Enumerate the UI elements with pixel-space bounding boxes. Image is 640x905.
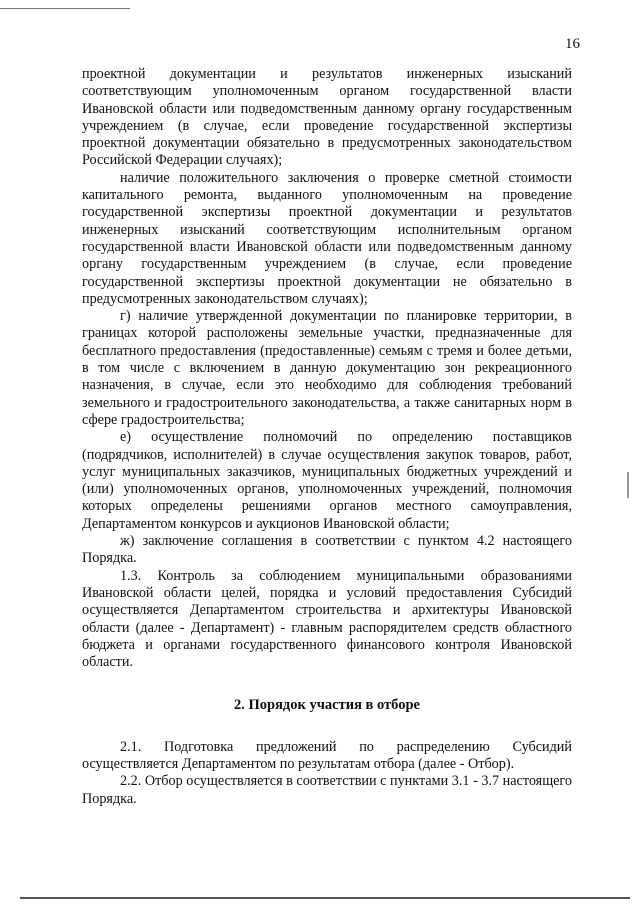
margin-mark [627, 472, 629, 498]
paragraph-2-2: 2.2. Отбор осуществляется в соответствии с пунктами 3.1 - 3.7 настоящего Порядка. [82, 773, 572, 807]
scan-artifact-bottom [20, 897, 630, 899]
paragraph-1-3: 1.3. Контроль за соблюдением муниципальными образованиями Ивановской области целей, порядка и условий предоставления Субсидий осуществляется Департаментом строительства и архитектуры Ивановской области (далее - Департамент) - главным распорядителем средств областного бюджета и органами государственного финансового контроля Ивановской области. [82, 567, 572, 671]
document-text [82, 66, 572, 808]
paragraph-item-e: е) осуществление полномочий по определению поставщиков (подрядчиков, исполнителей) в случае осуществления закупок товаров, работ, услуг муниципальных заказчиков, муниципальных бюджетных учреждений и (или) уполномоченных органов, уполномоченных учреждений, полномочия которых определены решениями органов местного самоуправления, Департаментом конкурсов и аукционов Ивановской области; [82, 429, 572, 532]
scan-artifact-top [0, 8, 130, 9]
paragraph-item-g: г) наличие утвержденной документации по планировке территории, в границах которой расположены земельные участки, предназначенные для бесплатного предоставления (предоставленные) семьям с тремя и более детьми, в том числе с включением в данную документацию зон рекреационного назначения, в случае, если это необходимо для соблюдения требований земельного и градостроительного законодательства, а также санитарных норм в сфере градостроительства; [82, 308, 572, 428]
page-number: 16 [565, 36, 580, 52]
paragraph-estimate-conclusion: наличие положительного заключения о проверке сметной стоимости капитального ремонта, выданного уполномоченным на проведение государственной экспертизы проектной документации и результатов инженерных изысканий соответствующим исполнительным органом государственной власти Ивановской области или подведомственным данному органу государственным учреждением (в случае, если проведение государственной экспертизы проектной документации не обязательно в предусмотренных законодательством случаях); [82, 169, 572, 307]
paragraph-2-1: 2.1. Подготовка предложений по распределению Субсидий осуществляется Департаментом по результатам отбора (далее - Отбор). [82, 738, 572, 772]
paragraph-item-zh: ж) заключение соглашения в соответствии с пунктом 4.2 настоящего Порядка. [82, 533, 572, 567]
paragraph-continuation: проектной документации и результатов инженерных изысканий соответствующим уполномоченным органом государственной власти Ивановской области или подведомственным данному органу государственным учреждением (в случае, если проведение государственной экспертизы проектной документации обязательно в предусмотренных законодательством Российской Федерации случаях); [82, 66, 572, 169]
section-heading: 2. Порядок участия в отборе [233, 697, 420, 714]
